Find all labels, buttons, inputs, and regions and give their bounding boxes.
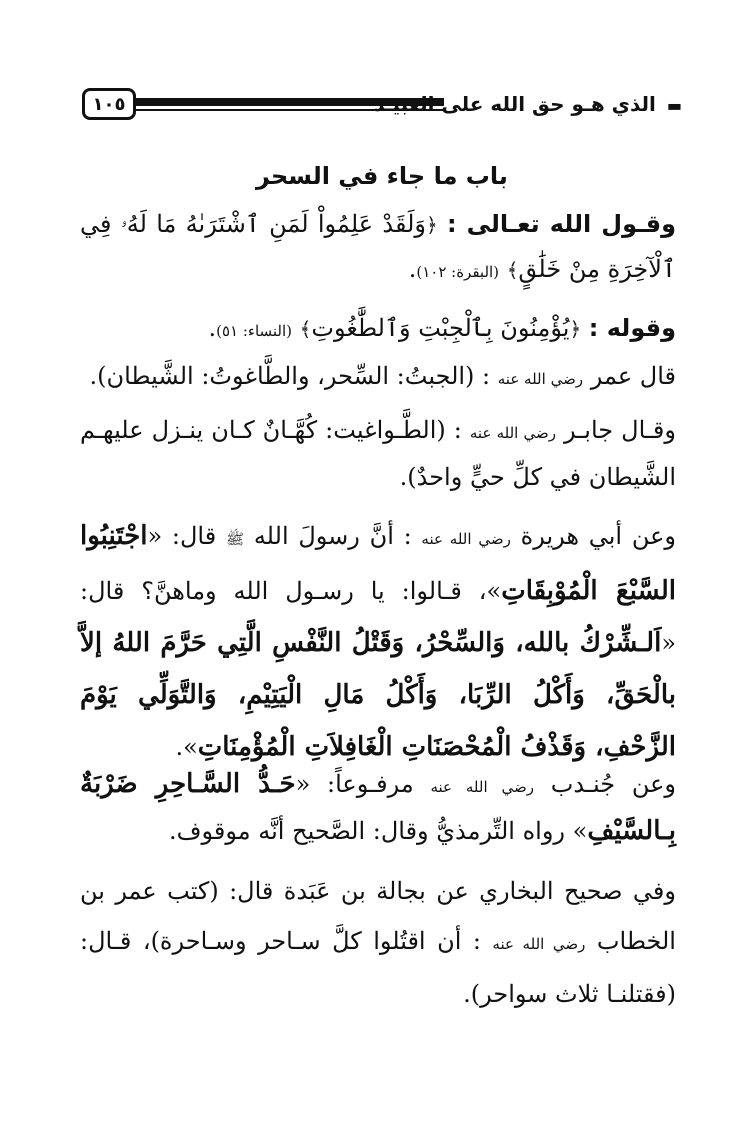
text: وفي صحيح البخاري عن بجالة بن عَبَدة قال: (كتب عمر بن الخطاب bbox=[80, 877, 676, 955]
honorific-ra: رضي الله عنه bbox=[430, 778, 535, 796]
quote-intro: وقـول الله تعـالى : bbox=[447, 210, 676, 238]
text: : أن اقتُلوا كلَّ سـاحر وسـاحرة)، قـال: (فقتلنـا ثلاث سواحر). bbox=[80, 927, 676, 1008]
text: : (الطَّـواغيت: كُهَّـانٌ كـان ينـزل عليهـم الشَّيطان في كلِّ حيٍّ واحدٌ). bbox=[80, 416, 676, 491]
hadith-text: اجْتَنِبُوا السَّبْعَ الْمُوْبِقَاتِ bbox=[80, 521, 676, 606]
paragraph-jundub bbox=[80, 762, 676, 853]
paragraph-umar bbox=[80, 354, 676, 401]
text: وقـال جابـر bbox=[564, 416, 676, 444]
paragraph-bukhari bbox=[80, 866, 676, 1019]
hadith-text: اَلـشِّرْكُ بالله، وَالسِّحْرُ، وَقَتْلُ النَّفْسِ الَّتِي حَرَّمَ اللهُ إلاَّ بالْحَقِّ، وَأَكْلُ الرِّبَا، وَأَكْلُ مَالِ الْيَتِيْمِ، وَالتَّوَلِّي يَوْمَ الزَّحْفِ، وَقَذْفُ الْمُحْصَنَاتِ الْغَافِلاَتِ الْمُؤْمِنَاتِ bbox=[80, 628, 676, 762]
text: وعن أبي هريرة bbox=[520, 522, 676, 550]
punctuation: . bbox=[408, 255, 417, 283]
honorific-saw: ﷺ bbox=[225, 530, 245, 548]
honorific-ra: رضي الله عنه bbox=[492, 935, 586, 953]
chapter-title: باب ما جاء في السحر bbox=[256, 162, 508, 190]
text: : أنَّ رسولَ الله bbox=[253, 522, 412, 550]
honorific-ra: رضي الله عنه bbox=[469, 424, 556, 442]
quran-close-bracket: ﴾ bbox=[299, 317, 312, 341]
verse-reference: (النساء: ٥١) bbox=[216, 322, 293, 340]
header-title bbox=[374, 88, 682, 120]
hadith-text: حَـدُّ السَّـاحِرِ ضَرْبَةٌ بِـالسَّيْفِ bbox=[80, 769, 676, 846]
text: وعن جُنـدب bbox=[550, 770, 676, 798]
text: مرفـوعاً: « bbox=[295, 770, 414, 798]
header-title-text: الذي هـو حق الله على العبيـد bbox=[374, 92, 656, 116]
punctuation: . bbox=[208, 314, 217, 342]
quote-intro: وقوله : bbox=[588, 314, 676, 342]
quran-close-bracket: ﴾ bbox=[506, 258, 519, 282]
quran-verse: وَلَقَدْ عَلِمُواْ لَمَنِ ٱشْتَرَىٰهُ مَا لَهُۥ فِي ٱلْآخِرَةِ مِنْ خَلَٰقٍ bbox=[80, 210, 676, 283]
quran-verse: يُؤْمِنُونَ بِٱلْجِبْتِ وَٱلطَّٰغُوتِ bbox=[311, 314, 570, 342]
page-number-box bbox=[82, 88, 136, 120]
quran-open-bracket: ﴿ bbox=[426, 213, 438, 237]
quran-open-bracket: ﴿ bbox=[569, 317, 582, 341]
paragraph-verse-nisa bbox=[80, 306, 676, 353]
text: » رواه التِّرمذيُّ وقال: الصَّحيح أنَّه موقوف. bbox=[168, 817, 588, 845]
header-mark: ▬ bbox=[666, 96, 682, 115]
honorific-ra: رضي الله عنه bbox=[497, 370, 584, 388]
text: قال عمر bbox=[590, 362, 676, 390]
honorific-ra: رضي الله عنه bbox=[421, 530, 511, 548]
text: : (الجبتُ: السِّحر، والطَّاغوتُ: الشَّيطان). bbox=[89, 362, 491, 390]
page-number: ١٠٥ bbox=[92, 93, 126, 115]
paragraph-abu-hurayrah bbox=[80, 510, 676, 773]
running-header bbox=[82, 88, 682, 124]
verse-reference: (البقرة: ١٠٢) bbox=[416, 263, 500, 281]
text: قال: « bbox=[147, 522, 217, 550]
paragraph-jabir bbox=[80, 408, 676, 499]
text: ». bbox=[175, 733, 198, 761]
text: »، قـالوا: يا رسـول الله وماهنَّ؟ قال: « bbox=[80, 577, 676, 657]
paragraph-verse-baqarah bbox=[80, 202, 676, 294]
